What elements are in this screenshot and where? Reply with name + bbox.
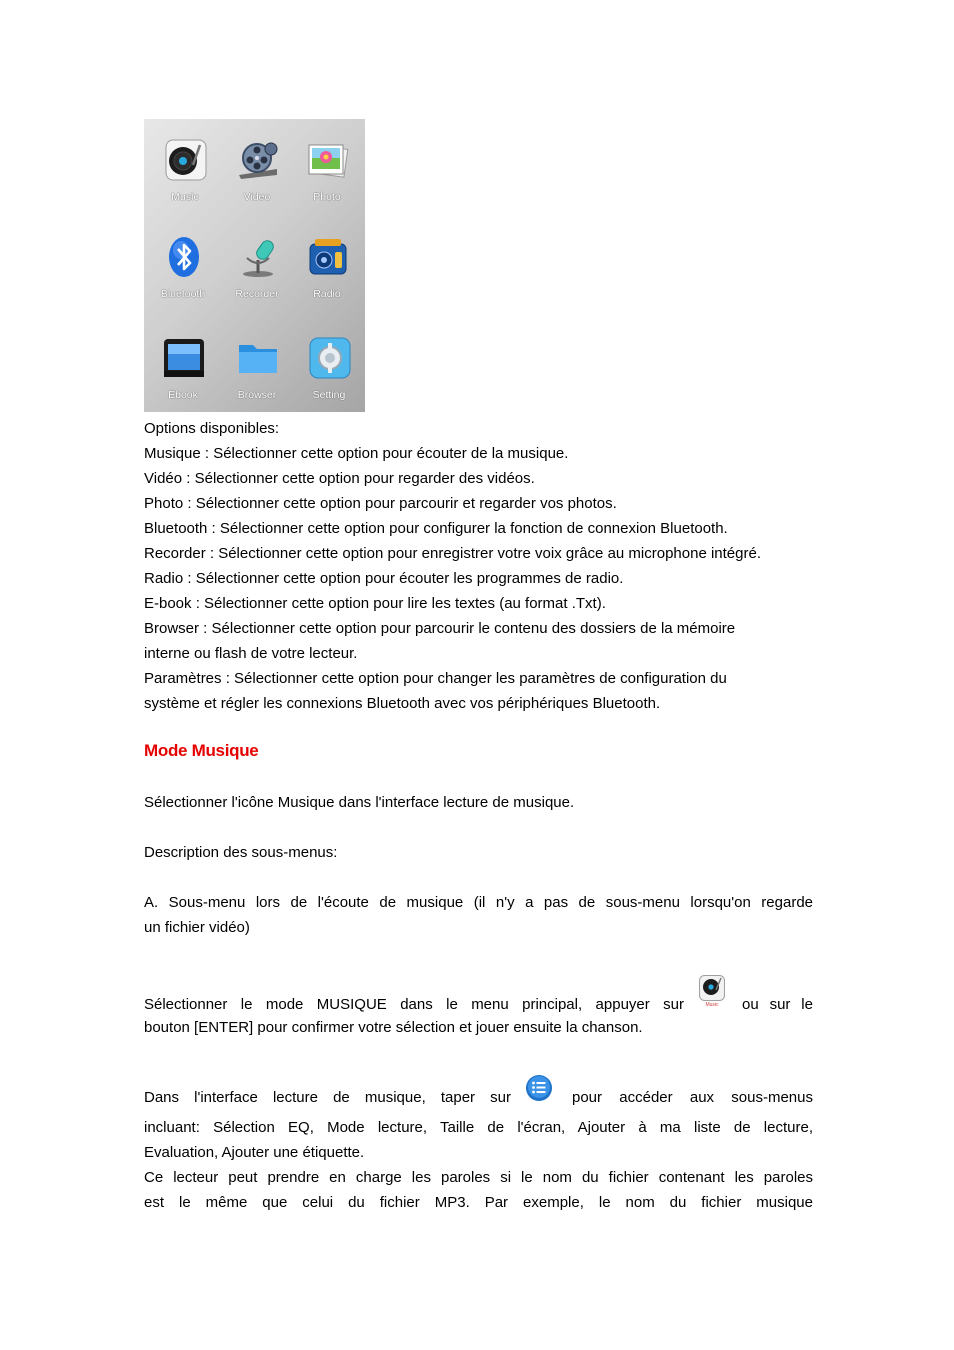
menu-tile-label: Browser (237, 389, 277, 401)
menu-tile-browser (220, 317, 294, 412)
bluetooth-icon (163, 236, 205, 278)
settings-icon (309, 337, 351, 379)
tap-line1-before (144, 1085, 511, 1110)
select-line2: bouton [ENTER] pour confirmer votre sélection et jouer ensuite la chanson. (144, 1019, 643, 1036)
lyrics-line1: Ce lecteur peut prendre en charge les paroles si le nom du fichier contenant les paroles (144, 1169, 813, 1186)
menu-tile-label: Video (243, 191, 271, 203)
menu-tile-recorder (220, 216, 294, 313)
player-main-menu-screenshot (144, 119, 365, 412)
lyrics-line2: est le même que celui du fichier MP3. Par exemple, le nom du fichier musique (144, 1194, 813, 1211)
tap-line1-after (572, 1085, 813, 1110)
menu-tile-label: Ebook (168, 389, 198, 401)
menu-tile-label: Bluetooth (160, 288, 206, 300)
menu-tile-radio (290, 216, 364, 313)
tap-before-text: Dans l'interface lecture de musique, taper sur (144, 1089, 511, 1106)
list-menu-icon (525, 1074, 553, 1102)
option-line-browser: Browser : Sélectionner cette option pour parcourir le contenu des dossiers de la mémoire (144, 620, 736, 637)
tap-line3: Evaluation, Ajouter une étiquette. (144, 1144, 365, 1161)
item-a-line1: A. Sous-menu lors de l'écoute de musique (il n'y a pas de sous-menu lorsqu'on regarde (144, 894, 813, 911)
option-line-recorder: Recorder : Sélectionner cette option pour enregistrer votre voix grâce au microphone intégré. (144, 545, 761, 562)
music-turntable-icon (165, 139, 207, 181)
film-reel-icon (237, 139, 279, 181)
select-before-text: Sélectionner le mode MUSIQUE dans le menu principal, appuyer sur (144, 996, 684, 1013)
menu-tile-video (220, 119, 294, 216)
menu-tile-label: Music (171, 191, 199, 203)
menu-tile-photo (290, 119, 364, 216)
ebook-icon (163, 337, 205, 379)
option-line-settings: Paramètres : Sélectionner cette option pour changer les paramètres de configuration du (144, 670, 727, 687)
folder-icon (237, 337, 279, 379)
option-line-video: Vidéo : Sélectionner cette option pour regarder des vidéos. (144, 470, 535, 487)
music-app-icon (699, 975, 725, 1001)
option-line-radio: Radio : Sélectionner cette option pour écouter les programmes de radio. (144, 570, 624, 587)
option-line-browser-cont: interne ou flash de votre lecteur. (144, 645, 358, 662)
menu-tile-bluetooth (146, 216, 220, 313)
menu-tile-ebook (146, 317, 220, 412)
item-a-line2: un fichier vidéo) (144, 919, 250, 936)
options-title: Options disponibles: (144, 420, 280, 437)
option-line-bluetooth: Bluetooth : Sélectionner cette option pour configurer la fonction de connexion Bluetooth. (144, 520, 728, 537)
select-after-text: ou sur le (742, 996, 813, 1013)
section-intro: Sélectionner l'icône Musique dans l'interface lecture de musique. (144, 794, 575, 811)
section-heading: Mode Musique (144, 741, 259, 760)
menu-tile-label: Radio (313, 288, 341, 300)
option-line-photo: Photo : Sélectionner cette option pour parcourir et regarder vos photos. (144, 495, 617, 512)
music-app-icon-caption: Music (705, 1002, 719, 1008)
tap-line2: incluant: Sélection EQ, Mode lecture, Taille de l'écran, Ajouter à ma liste de lecture, (144, 1119, 813, 1136)
menu-tile-setting (292, 317, 365, 412)
menu-tile-label: Setting (312, 389, 346, 401)
menu-tile-label: Recorder (235, 288, 279, 300)
option-line-music: Musique : Sélectionner cette option pour écouter de la musique. (144, 445, 569, 462)
photos-icon (307, 139, 349, 181)
option-line-settings-cont: système et régler les connexions Bluetooth avec vos périphériques Bluetooth. (144, 695, 661, 712)
menu-tile-music (148, 119, 222, 216)
tap-after-text: pour accéder aux sous-menus (572, 1089, 813, 1106)
options-list (144, 416, 814, 716)
select-line1-before (144, 992, 684, 1017)
submenu-title: Description des sous-menus: (144, 844, 338, 861)
menu-tile-label: Photo (313, 191, 341, 203)
option-line-ebook: E-book : Sélectionner cette option pour lire les textes (au format .Txt). (144, 595, 606, 612)
select-line1-after (742, 992, 813, 1017)
radio-icon (307, 236, 349, 278)
microphone-icon (237, 236, 279, 278)
